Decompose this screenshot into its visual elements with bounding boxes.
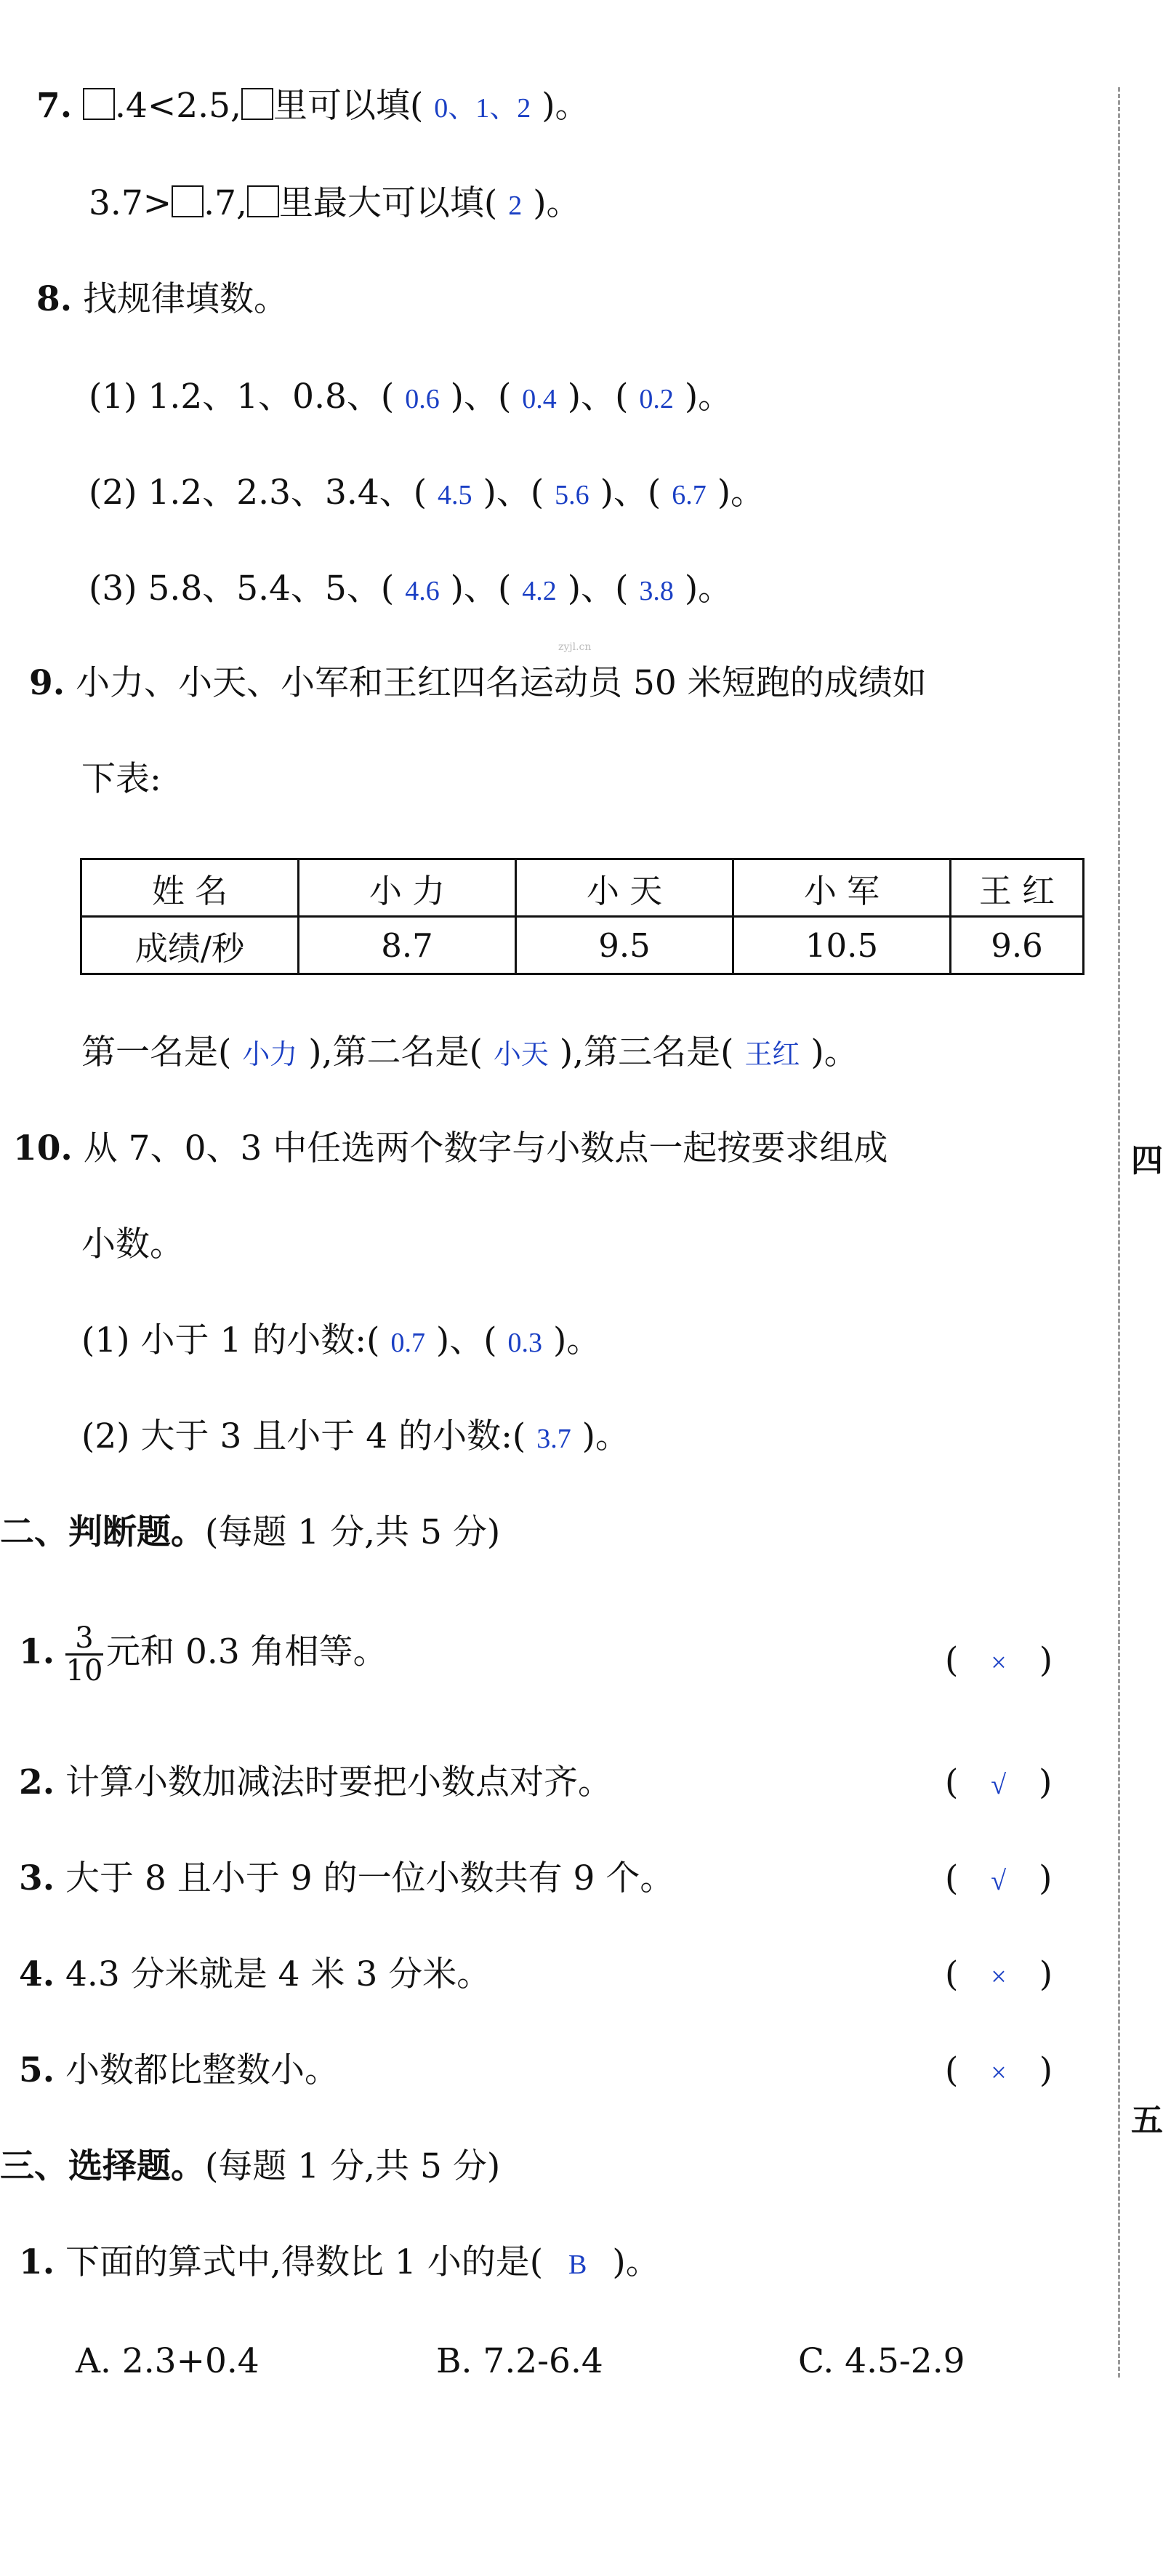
paren: (	[945, 1640, 959, 1680]
paren: (	[945, 1858, 959, 1898]
row-label: (2) 1.2、2.3、3.4、(	[89, 473, 427, 513]
section-title: 三、选择题。	[0, 2146, 205, 2186]
blank-box	[172, 185, 204, 217]
answer: 0.2	[639, 384, 674, 414]
paren: (	[945, 1762, 959, 1802]
blank-box	[241, 88, 273, 120]
q8-row-1	[89, 377, 732, 417]
table-cell: 9.5	[516, 917, 733, 974]
item-number: 1.	[19, 2242, 55, 2282]
row-end: )。	[684, 569, 733, 609]
table-header-cell: 姓 名	[81, 859, 299, 917]
option-c: C. 4.5-2.9	[798, 2341, 965, 2381]
q7-close: )。	[542, 86, 589, 126]
q9-text1: 小力、小天、小军和王红四名运动员 50 米短跑的成绩如	[76, 663, 927, 703]
q10-sub2	[81, 1416, 629, 1457]
item-text: 元和 0.3 角相等。	[106, 1632, 387, 1672]
row-label: (3) 5.8、5.4、5、(	[89, 569, 395, 609]
q7-inequality2: .7,	[204, 183, 247, 223]
q10-line1	[13, 1128, 888, 1169]
answer: B	[568, 2250, 587, 2280]
tf-mark-3	[945, 1858, 1052, 1899]
table-cell: 8.7	[299, 917, 516, 974]
q7-close2: )。	[533, 183, 581, 223]
margin-dashed-rule	[1118, 87, 1120, 2378]
paren: )	[1039, 1640, 1053, 1680]
q7-answer2: 2	[508, 190, 523, 221]
row-end: )。	[717, 473, 765, 513]
paren: (	[945, 2050, 959, 2090]
answer: 4.2	[522, 576, 557, 606]
q8-row-2	[89, 473, 765, 513]
q8-row-3	[89, 569, 732, 609]
sub-label: (1) 小于 1 的小数:(	[81, 1320, 380, 1360]
answer: 5.6	[555, 480, 589, 510]
table-cell: 10.5	[733, 917, 951, 974]
tf-mark-4	[945, 1954, 1053, 1995]
score-table	[80, 858, 1084, 975]
answer: 0.4	[522, 384, 557, 414]
tf-mark-1	[945, 1640, 1053, 1681]
question-end: )。	[612, 2242, 660, 2282]
answer: 小天	[493, 1040, 549, 1070]
q10-number: 10.	[13, 1128, 73, 1168]
q7-line2	[89, 183, 581, 224]
q7-text: 里可以填(	[273, 86, 424, 126]
table-header-cell: 小 军	[733, 859, 951, 917]
fraction	[65, 1623, 103, 1686]
item-number: 1.	[19, 1632, 55, 1672]
section3-heading	[0, 2146, 500, 2187]
sub-label: (2) 大于 3 且小于 4 的小数:(	[81, 1416, 526, 1456]
paren: (	[945, 1954, 959, 1994]
separator: )、(	[600, 473, 661, 513]
question-text: 下面的算式中,得数比 1 小的是(	[65, 2242, 544, 2282]
answer-mark: ×	[991, 1648, 1007, 1678]
item-text: 小数都比整数小。	[65, 2050, 339, 2090]
tf-item-3	[19, 1858, 674, 1899]
table-header-row	[81, 859, 1084, 917]
section-note: (每题 1 分,共 5 分)	[205, 2146, 501, 2186]
q7-text2: 里最大可以填(	[278, 183, 498, 223]
blank-box	[83, 88, 115, 120]
paren: )	[1039, 2050, 1053, 2090]
paren: )	[1039, 1858, 1053, 1898]
answer-mark: √	[991, 1866, 1007, 1896]
q8-number: 8.	[36, 279, 73, 319]
watermark: zyjl.cn	[558, 641, 592, 653]
table-cell: 成绩/秒	[81, 917, 299, 974]
row-end: )。	[684, 377, 733, 417]
item-text: 4.3 分米就是 4 米 3 分米。	[65, 1954, 491, 1994]
answer: 6.7	[672, 480, 707, 510]
blank-box	[247, 185, 279, 217]
separator: )、(	[450, 377, 512, 417]
q8-title: 找规律填数。	[83, 279, 289, 319]
table-row	[81, 917, 1084, 974]
answer: 4.5	[438, 480, 472, 510]
q9-answer-line	[81, 1032, 858, 1073]
table-cell: 9.6	[951, 917, 1084, 974]
answer: 0.3	[507, 1328, 543, 1358]
edge-char-five: 五	[1131, 2102, 1163, 2139]
mc-question-1	[19, 2242, 660, 2283]
fraction-denominator: 10	[65, 1654, 103, 1688]
answer: 3.7	[536, 1424, 571, 1454]
q7-number: 7.	[36, 86, 73, 126]
answer: 王红	[744, 1040, 800, 1070]
item-number: 4.	[19, 1954, 55, 1994]
q7-answer1: 0、1、2	[434, 93, 531, 124]
table-header-cell: 王 红	[951, 859, 1084, 917]
tf-mark-5	[945, 2050, 1053, 2091]
answer-mark: √	[991, 1770, 1007, 1800]
paren: )	[1039, 1762, 1053, 1802]
answer-prompt: ),第三名是(	[559, 1032, 734, 1072]
tf-item-4	[19, 1954, 491, 1995]
row-label: (1) 1.2、1、0.8、(	[89, 377, 395, 417]
separator: )、(	[450, 569, 512, 609]
q7-inequality: .4<2.5,	[115, 86, 241, 126]
q9-text2: 下表:	[81, 759, 161, 799]
sub-end: )。	[582, 1416, 630, 1456]
section-note: (每题 1 分,共 5 分)	[205, 1512, 501, 1552]
q10-text1: 从 7、0、3 中任选两个数字与小数点一起按要求组成	[83, 1128, 888, 1168]
paren: )	[1039, 1954, 1053, 1994]
answer: 0.7	[390, 1328, 425, 1358]
edge-char-four: 四	[1131, 1142, 1163, 1179]
q7-line1	[36, 86, 589, 127]
answer: 0.6	[405, 384, 440, 414]
separator: )、(	[567, 377, 629, 417]
answer-prompt: 第一名是(	[81, 1032, 232, 1072]
option-b: B. 7.2-6.4	[436, 2341, 603, 2381]
table-header-cell: 小 天	[516, 859, 733, 917]
answer: 3.8	[639, 576, 674, 606]
answer-end: )。	[810, 1032, 858, 1072]
separator: )、(	[567, 569, 629, 609]
q7-prefix: 3.7>	[89, 183, 172, 223]
item-number: 2.	[19, 1762, 55, 1802]
answer: 4.6	[405, 576, 440, 606]
tf-item-2	[19, 1762, 612, 1803]
q10-sub1	[81, 1320, 600, 1361]
tf-mark-2	[945, 1762, 1052, 1803]
separator: )、(	[435, 1320, 497, 1360]
q9-line2	[81, 759, 161, 800]
section2-heading	[0, 1512, 500, 1553]
answer: 小力	[242, 1040, 298, 1070]
answer-prompt: ),第二名是(	[308, 1032, 483, 1072]
answer-mark: ×	[991, 1962, 1007, 1992]
fraction-numerator: 3	[75, 1621, 94, 1655]
sub-end: )。	[552, 1320, 601, 1360]
item-text: 大于 8 且小于 9 的一位小数共有 9 个。	[65, 1858, 675, 1898]
q10-line2	[81, 1224, 184, 1265]
tf-item-1	[19, 1623, 387, 1686]
q10-text2: 小数。	[81, 1224, 184, 1264]
section-title: 二、判断题。	[0, 1512, 205, 1552]
tf-item-5	[19, 2050, 339, 2091]
answer-mark: ×	[991, 2058, 1007, 2088]
item-number: 3.	[19, 1858, 55, 1898]
item-text: 计算小数加减法时要把小数点对齐。	[65, 1762, 613, 1802]
option-a: A. 2.3+0.4	[76, 2341, 259, 2381]
separator: )、(	[483, 473, 544, 513]
q8-title-line	[36, 279, 288, 320]
item-number: 5.	[19, 2050, 55, 2090]
table-header-cell: 小 力	[299, 859, 516, 917]
q9-line1	[29, 663, 927, 704]
q9-number: 9.	[29, 663, 65, 703]
